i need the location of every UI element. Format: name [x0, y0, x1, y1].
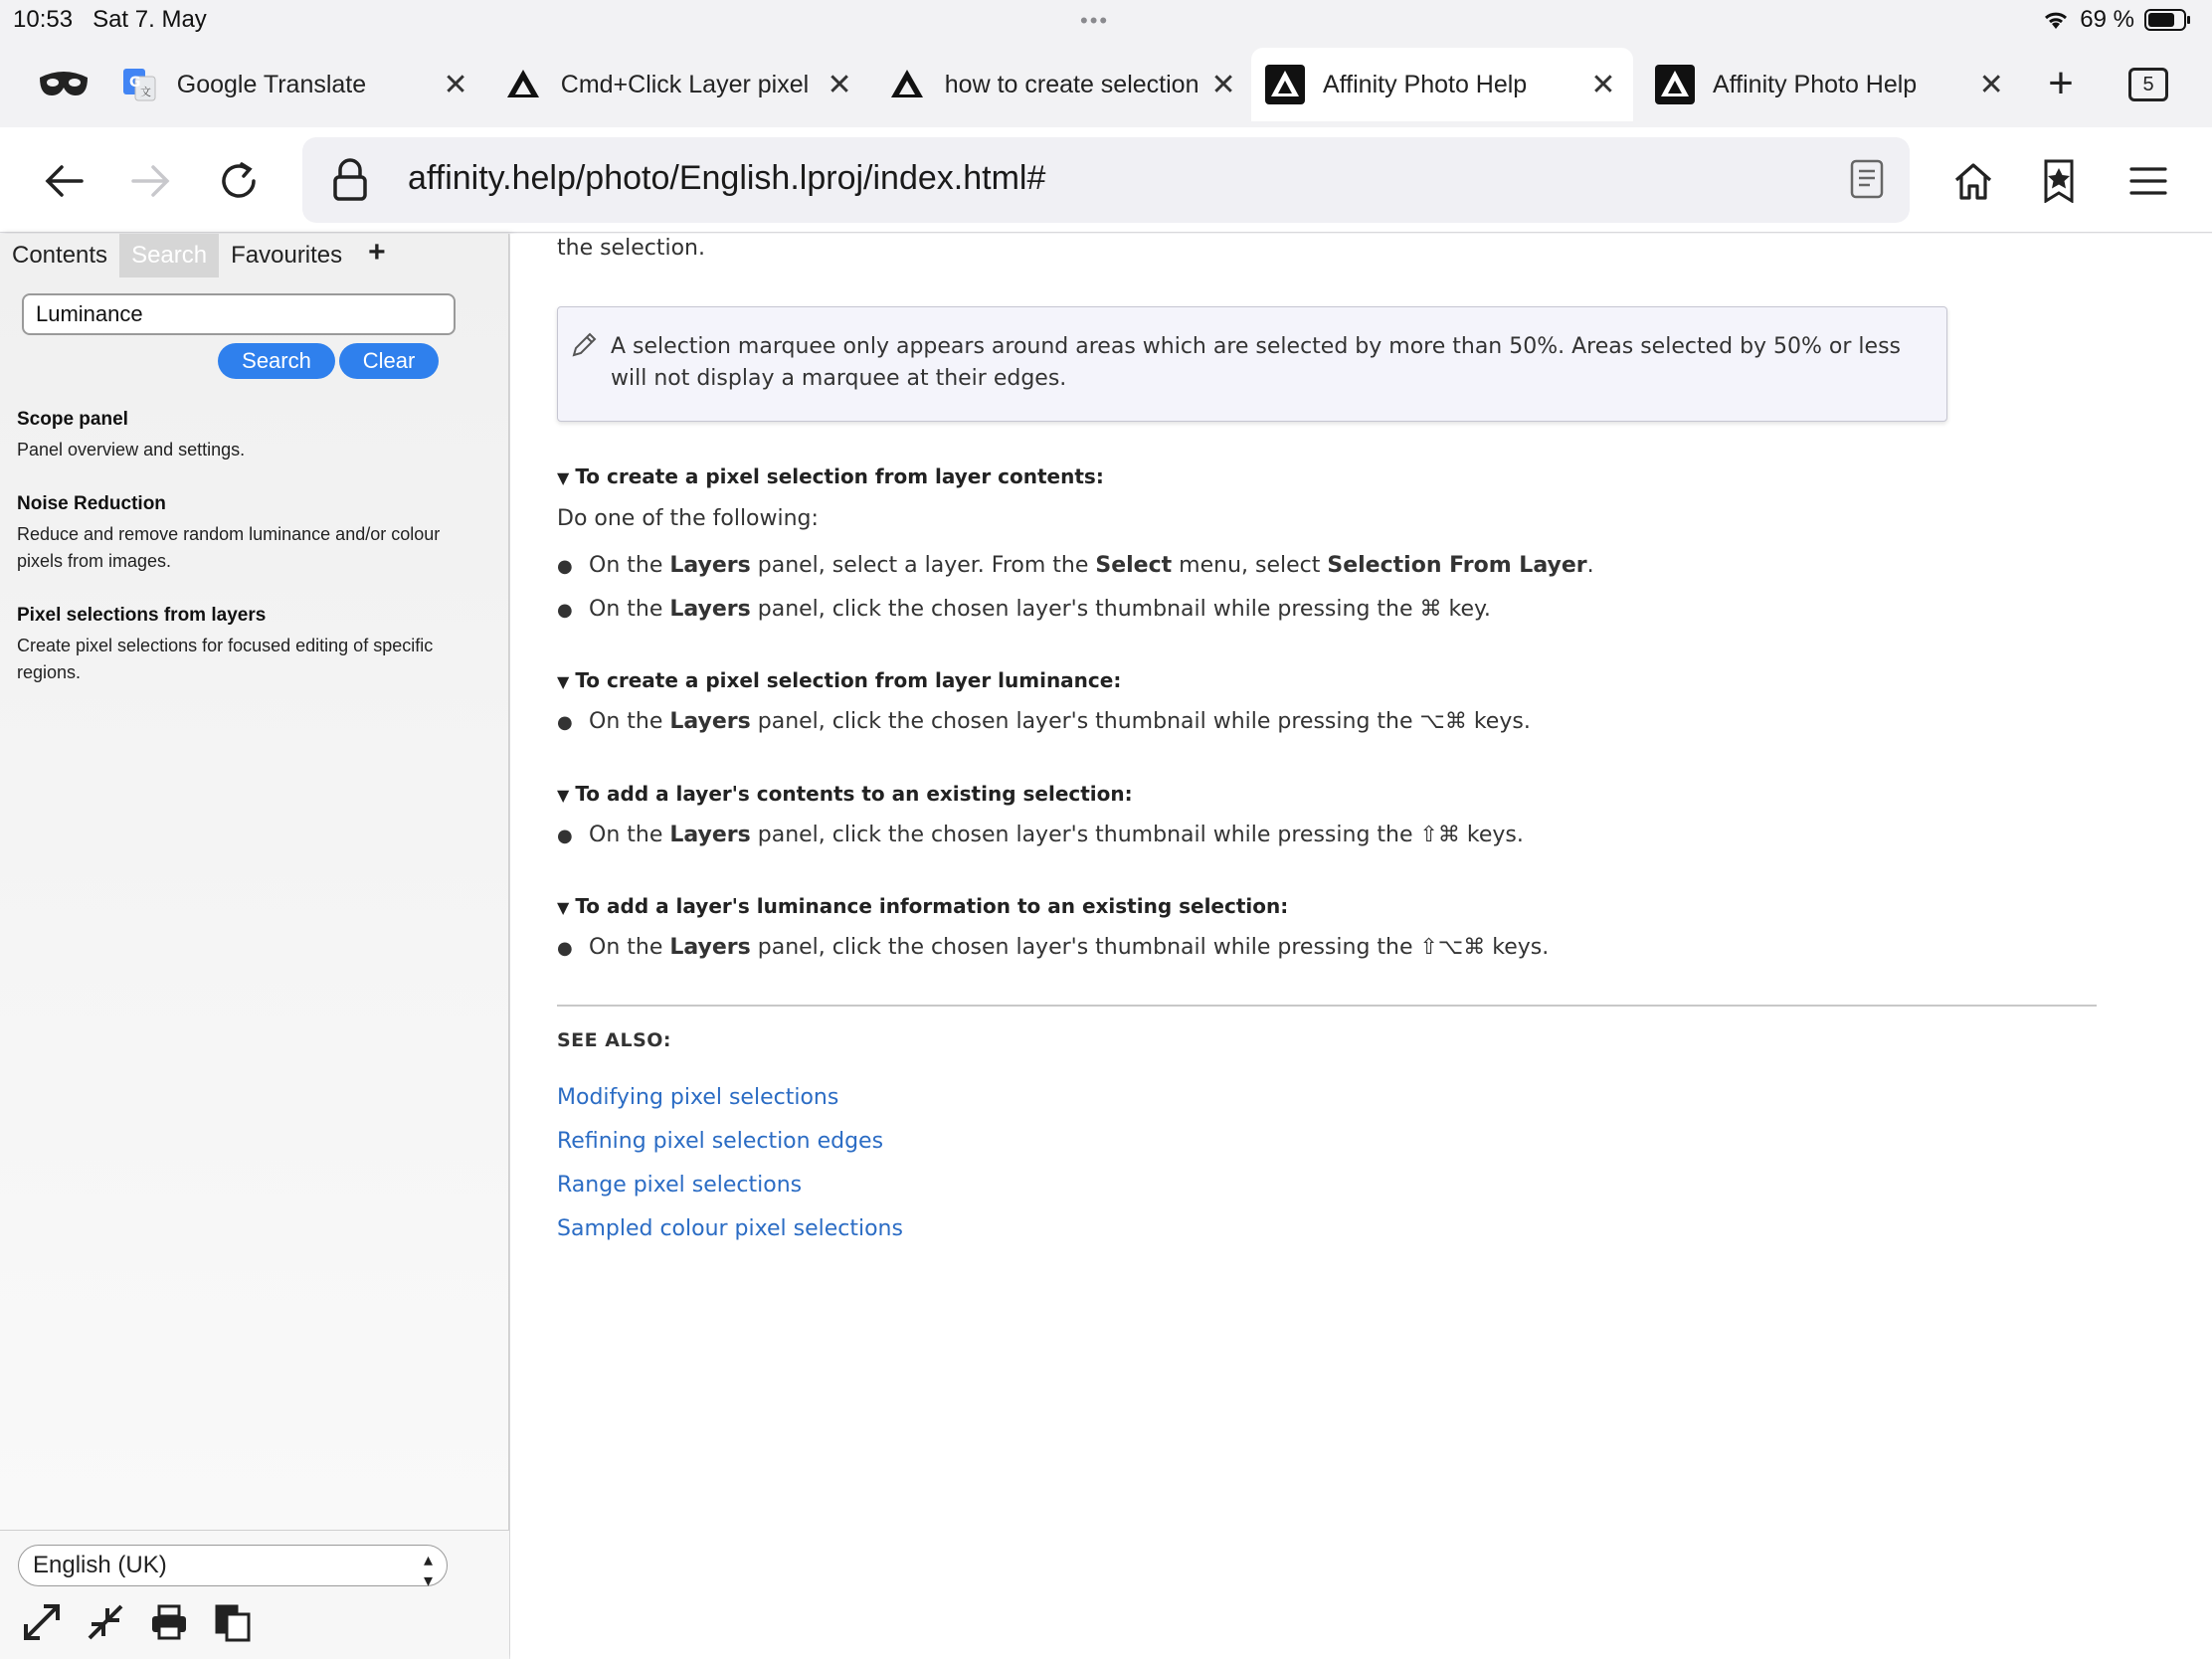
- pencil-icon: [570, 331, 598, 359]
- select-arrows-icon: ▴ ▾: [423, 1550, 433, 1590]
- expand-icon[interactable]: [22, 1602, 62, 1642]
- see-also-link[interactable]: Sampled colour pixel selections: [557, 1216, 903, 1241]
- new-tab-plus-icon[interactable]: +: [2048, 59, 2074, 107]
- tab-count-button[interactable]: 5: [2128, 68, 2168, 101]
- battery-icon: [2144, 8, 2192, 32]
- collapse-icon[interactable]: [86, 1602, 125, 1642]
- svg-text:文: 文: [139, 86, 151, 98]
- tab-google-translate[interactable]: [105, 48, 475, 121]
- search-result[interactable]: [17, 493, 484, 575]
- language-select[interactable]: [18, 1545, 448, 1590]
- tab-affinity-photo-help[interactable]: [1641, 48, 2011, 121]
- see-also-link[interactable]: Modifying pixel selections: [557, 1085, 839, 1110]
- see-also-link[interactable]: Refining pixel selection edges: [557, 1129, 884, 1154]
- list-item: ● On the Layers panel, click the chosen layer's thumbnail while pressing the ⇧⌘ keys.: [557, 823, 1524, 847]
- close-tab-icon[interactable]: ✕: [443, 68, 468, 101]
- see-also-heading: SEE ALSO:: [557, 1029, 672, 1051]
- tab-label: Affinity Photo Help: [1323, 70, 1528, 98]
- section-heading[interactable]: ▼ To create a pixel selection from layer luminance:: [557, 668, 1122, 692]
- svg-text:G: G: [128, 75, 141, 91]
- result-title[interactable]: Pixel selections from layers: [17, 605, 267, 626]
- language-value: English (UK): [33, 1552, 167, 1578]
- section-heading[interactable]: ▼ To add a layer's contents to an existing selection:: [557, 782, 1133, 806]
- list-item: ● On the Layers panel, click the chosen layer's thumbnail while pressing the ⌘ key.: [557, 597, 1491, 622]
- close-tab-icon[interactable]: ✕: [1978, 68, 2004, 101]
- result-description: Create pixel selections for focused editing of specific regions.: [17, 636, 434, 682]
- bookmarks-star-icon[interactable]: [2033, 155, 2085, 207]
- search-button[interactable]: Search: [218, 343, 335, 379]
- address-bar[interactable]: [302, 137, 1910, 223]
- list-item: ● On the Layers panel, click the chosen layer's thumbnail while pressing the ⌥⌘ keys.: [557, 709, 1531, 734]
- status-time: 10:53 Sat 7. May: [13, 6, 207, 33]
- reader-view-icon[interactable]: [1850, 159, 1884, 199]
- tab-label: how to create selection: [944, 70, 1199, 98]
- search-results: [17, 409, 484, 716]
- reload-icon[interactable]: [213, 155, 265, 207]
- close-tab-icon[interactable]: ✕: [1590, 68, 1616, 101]
- divider: [557, 1005, 2097, 1007]
- result-title[interactable]: Noise Reduction: [17, 493, 166, 514]
- note-text: A selection marquee only appears around areas which are selected by more than 50%. Areas selected by 50% or less will not display a marquee at their edges.: [611, 334, 1902, 391]
- search-input[interactable]: [22, 293, 456, 335]
- affinity-logo-icon: [503, 65, 543, 104]
- sidebar-tabs: [0, 234, 400, 277]
- section-intro: Do one of the following:: [557, 506, 819, 531]
- disclosure-triangle-icon[interactable]: ▼: [557, 898, 570, 917]
- url-text[interactable]: affinity.help/photo/English.lproj/index.html#: [408, 159, 1046, 197]
- browser-toolbar: [0, 127, 2212, 233]
- status-bar: [0, 0, 2212, 42]
- back-arrow-icon[interactable]: [38, 155, 90, 207]
- list-item: ● On the Layers panel, click the chosen layer's thumbnail while pressing the ⇧⌥⌘ keys.: [557, 935, 1550, 960]
- tab-label: Google Translate: [176, 70, 367, 98]
- lock-icon: [330, 157, 370, 203]
- disclosure-triangle-icon[interactable]: ▼: [557, 672, 570, 691]
- google-translate-icon: [119, 65, 159, 104]
- affinity-logo-icon: [887, 65, 927, 104]
- tab-how-to-create-selection[interactable]: [873, 48, 1243, 121]
- sidebar-footer: [0, 1530, 509, 1659]
- see-also-link[interactable]: Range pixel selections: [557, 1173, 803, 1198]
- section-heading[interactable]: ▼ To add a layer's luminance information to an existing selection:: [557, 894, 1289, 918]
- help-sidebar: [0, 234, 509, 1659]
- result-title[interactable]: Scope panel: [17, 409, 128, 430]
- tab-search[interactable]: Search: [119, 234, 219, 277]
- forward-arrow-icon[interactable]: [125, 155, 177, 207]
- tab-favourites[interactable]: Favourites: [231, 242, 343, 269]
- disclosure-triangle-icon[interactable]: ▼: [557, 468, 570, 487]
- result-description: Reduce and remove random luminance and/or colour pixels from images.: [17, 524, 441, 571]
- disclosure-triangle-icon[interactable]: ▼: [557, 786, 570, 805]
- tab-bar: [0, 42, 2212, 127]
- print-icon[interactable]: [149, 1602, 189, 1642]
- affinity-logo-icon: [1655, 65, 1695, 104]
- home-icon[interactable]: [1947, 155, 1999, 207]
- list-item: ● On the Layers panel, select a layer. From the Select menu, select Selection From Layer.: [557, 553, 1594, 578]
- tab-cmd-click-layer[interactable]: [489, 48, 859, 121]
- add-favourite-plus-icon[interactable]: +: [368, 236, 386, 269]
- search-result[interactable]: [17, 409, 484, 463]
- search-result[interactable]: [17, 605, 484, 686]
- tab-contents[interactable]: Contents: [12, 242, 108, 269]
- help-content: [510, 234, 2212, 1659]
- wifi-icon: [2042, 9, 2070, 31]
- body-text: the selection.: [557, 236, 705, 261]
- tab-label: Affinity Photo Help: [1713, 70, 1918, 98]
- hamburger-menu-icon[interactable]: [2122, 155, 2174, 207]
- tab-affinity-photo-help-active[interactable]: [1251, 48, 1633, 121]
- multitasking-dots-icon[interactable]: •••: [1080, 8, 1110, 33]
- clear-button[interactable]: Clear: [339, 343, 439, 379]
- result-description: Panel overview and settings.: [17, 440, 246, 460]
- section-heading[interactable]: ▼ To create a pixel selection from layer contents:: [557, 464, 1104, 488]
- affinity-logo-icon: [1265, 65, 1305, 104]
- private-browsing-mask-icon[interactable]: [38, 66, 90, 101]
- copy-icon[interactable]: [213, 1602, 253, 1642]
- battery-percent: 69 %: [2080, 6, 2134, 33]
- close-tab-icon[interactable]: ✕: [827, 68, 852, 101]
- note-box: [557, 306, 1947, 422]
- tab-label: Cmd+Click Layer pixel: [560, 70, 810, 98]
- close-tab-icon[interactable]: ✕: [1210, 68, 1236, 101]
